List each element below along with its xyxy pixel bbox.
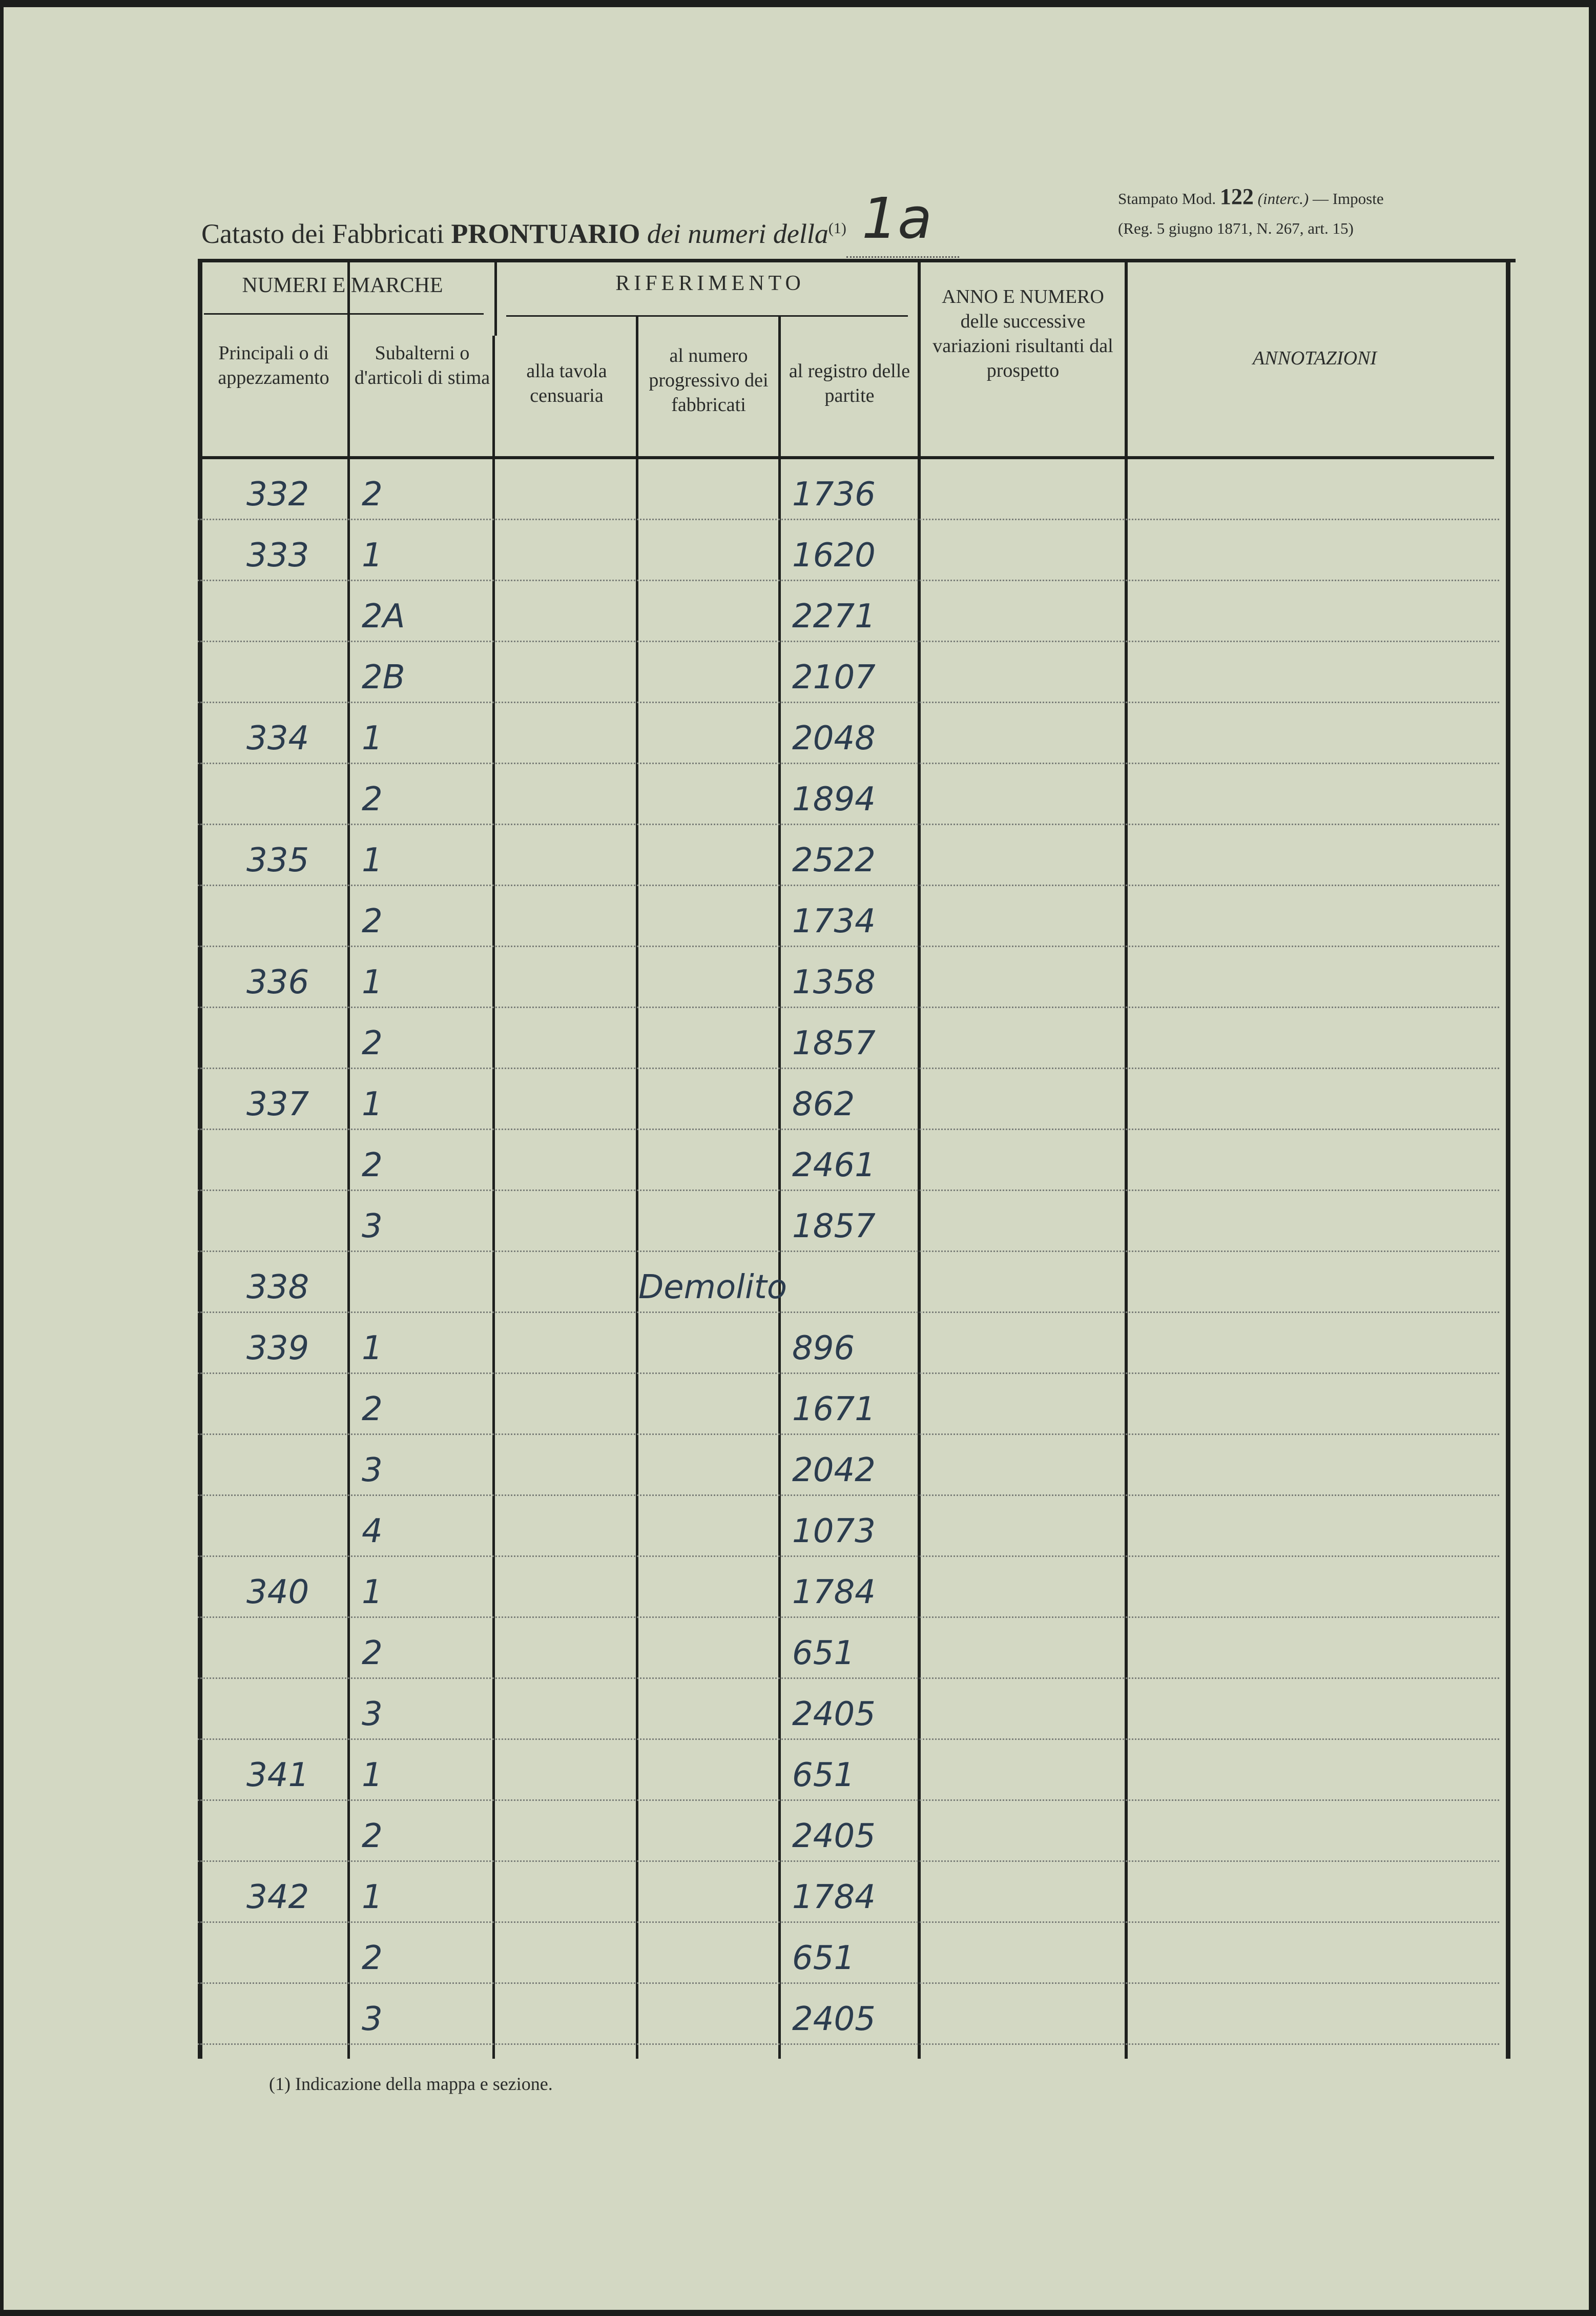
page-title: [201, 186, 959, 258]
cell-partita: 1784: [792, 1878, 876, 1916]
footnote: (1) Indicazione della mappa e sezione.: [269, 2074, 553, 2094]
cell-subalterno: 2: [362, 1634, 383, 1672]
col-rule-4: [778, 315, 781, 2059]
stamp-line1: [1118, 182, 1384, 214]
title-sup: (1): [828, 220, 846, 237]
row-rule: [198, 1860, 1499, 1862]
title-dots: [846, 186, 959, 258]
cell-principale: 341: [246, 1756, 309, 1794]
cell-subalterno: 4: [362, 1512, 383, 1550]
cell-principale: 335: [246, 842, 309, 879]
cell-principale: 339: [246, 1329, 309, 1367]
table-right-rule: [1506, 259, 1510, 2059]
cell-subalterno: 1: [362, 1573, 383, 1611]
cell-partita: 651: [792, 1634, 855, 1672]
cell-subalterno: 2: [362, 1817, 383, 1855]
header-anno-numero: ANNO E NUMERO delle successive variazioni risultanti dal prospetto: [932, 286, 1113, 381]
cell-partita: 1894: [792, 781, 876, 818]
cell-partita: 1358: [792, 964, 876, 1001]
cell-principale: 332: [246, 476, 309, 514]
row-rule: [198, 1616, 1499, 1618]
row-rule: [198, 1372, 1499, 1374]
row-rule: [198, 946, 1499, 947]
row-rule: [198, 519, 1499, 520]
title-italic: dei numeri della: [647, 218, 828, 249]
stamp-prefix: Stampato Mod.: [1118, 190, 1216, 208]
cell-partita: 2405: [792, 1817, 876, 1855]
table-left-rule: [198, 259, 202, 2059]
row-rule: [198, 885, 1499, 886]
cell-partita: 1857: [792, 1207, 876, 1245]
cell-subalterno: 1: [362, 1756, 383, 1794]
header-bottom-rule: [198, 456, 1494, 459]
col-rule-6: [1125, 259, 1128, 2059]
scan-border-top: [0, 0, 1596, 7]
prontuario-table: [198, 259, 1516, 2059]
header-numeri-marche: NUMERI E MARCHE: [242, 274, 443, 297]
cell-subalterno: 2A: [362, 598, 405, 636]
cell-subalterno: 3: [362, 1207, 383, 1245]
title-prefix: Catasto dei: [201, 218, 325, 249]
cell-partita: 2042: [792, 1451, 876, 1489]
row-rule: [198, 1251, 1499, 1252]
cell-principale: 337: [246, 1085, 309, 1123]
col-rule-5: [918, 259, 921, 2059]
row-rule: [198, 1677, 1499, 1679]
cell-subalterno: 1: [362, 1878, 383, 1916]
scan-border-bottom: [0, 2310, 1596, 2316]
row-rule: [198, 1433, 1499, 1435]
row-rule: [198, 1129, 1499, 1130]
cell-partita: 2107: [792, 659, 876, 696]
cell-principale: 336: [246, 964, 309, 1001]
cell-subalterno: 1: [362, 964, 383, 1001]
cell-partita: 1784: [792, 1573, 876, 1611]
header-subalterni: Subalterni o d'articoli di stima: [354, 342, 490, 388]
col-rule-3: [636, 315, 638, 2059]
row-rule: [198, 1311, 1499, 1313]
print-stamp: [1118, 182, 1384, 243]
header-registro: al registro delle partite: [789, 360, 910, 406]
cell-subalterno: 2: [362, 476, 383, 514]
group-underline-riferimento: [506, 315, 908, 317]
cell-partita: 2271: [792, 598, 876, 636]
cell-subalterno: 2: [362, 1939, 383, 1977]
scan-border-right: [1589, 0, 1596, 2316]
row-rule: [198, 641, 1499, 642]
header-tavola: alla tavola censuaria: [526, 360, 607, 406]
cell-principale: 333: [246, 537, 309, 575]
row-rule: [198, 824, 1499, 825]
cell-subalterno: 2: [362, 781, 383, 818]
cell-partita: 2048: [792, 720, 876, 757]
header-annotazioni-text: ANNOTAZIONI: [1252, 347, 1377, 369]
group-underline-numeri: [204, 313, 484, 315]
row-rule: [198, 702, 1499, 703]
cell-principale: 334: [246, 720, 309, 757]
cell-partita: 1857: [792, 1024, 876, 1062]
cell-partita: 651: [792, 1756, 855, 1794]
cell-partita: 2522: [792, 842, 876, 879]
cell-subalterno: 2: [362, 1024, 383, 1062]
cell-partita: 2405: [792, 2000, 876, 2038]
stamp-mid: (interc.): [1257, 190, 1309, 208]
cell-partita: 862: [792, 1085, 855, 1123]
cell-subalterno: 2: [362, 1390, 383, 1428]
row-rule: [198, 1738, 1499, 1740]
row-rule: [198, 1982, 1499, 1984]
stamp-suffix: — Imposte: [1312, 190, 1384, 208]
row-rule: [198, 1068, 1499, 1069]
cell-principale: 340: [246, 1573, 309, 1611]
table-top-rule: [198, 259, 1516, 262]
cell-partita: 1671: [792, 1390, 876, 1428]
cell-partita: 1073: [792, 1512, 876, 1550]
title-mid: Fabbricati: [331, 218, 444, 249]
cell-partita: 2461: [792, 1146, 876, 1184]
col-rule-1: [347, 259, 350, 2059]
row-rule: [198, 1799, 1499, 1801]
cell-principale: 342: [246, 1878, 309, 1916]
cell-subalterno: 1: [362, 842, 383, 879]
cell-subalterno: 1: [362, 1329, 383, 1367]
cell-subalterno: 1: [362, 537, 383, 575]
cell-partita: 1620: [792, 537, 876, 575]
header-annotazioni: [1135, 346, 1494, 371]
scan-border-left: [0, 0, 4, 2316]
cell-principale: 338: [246, 1268, 309, 1306]
header-progressivo: al numero progressivo dei fabbricati: [649, 345, 769, 416]
row-rule: [198, 1555, 1499, 1557]
title-bold: PRONTUARIO: [451, 218, 640, 249]
cell-subalterno: 1: [362, 720, 383, 757]
header-riferimento: RIFERIMENTO: [615, 272, 805, 295]
cell-subalterno: 3: [362, 2000, 383, 2038]
col-rule-2-top: [494, 259, 497, 336]
cell-subalterno: 2: [362, 1146, 383, 1184]
row-rule: [198, 2043, 1499, 2045]
row-rule: [198, 1494, 1499, 1496]
row-rule: [198, 1007, 1499, 1008]
stamp-line2: (Reg. 5 giugno 1871, N. 267, art. 15): [1118, 219, 1354, 237]
row-rule: [198, 763, 1499, 764]
cell-partita: 896: [792, 1329, 855, 1367]
cell-partita: 1736: [792, 476, 876, 514]
cell-partita: 2405: [792, 1695, 876, 1733]
stamp-model: 122: [1219, 184, 1254, 209]
cell-subalterno: 3: [362, 1695, 383, 1733]
row-rule: [198, 1921, 1499, 1923]
handwritten-sheet: 1a: [861, 186, 932, 251]
cell-progressivo: Demolito: [638, 1268, 787, 1306]
row-rule: [198, 580, 1499, 581]
cell-subalterno: 2B: [362, 659, 405, 696]
cell-partita: 651: [792, 1939, 855, 1977]
cell-partita: 1734: [792, 903, 876, 940]
cell-subalterno: 2: [362, 903, 383, 940]
cell-subalterno: 1: [362, 1085, 383, 1123]
header-principali: Principali o di appezzamento: [218, 342, 329, 388]
cell-subalterno: 3: [362, 1451, 383, 1489]
row-rule: [198, 1190, 1499, 1191]
